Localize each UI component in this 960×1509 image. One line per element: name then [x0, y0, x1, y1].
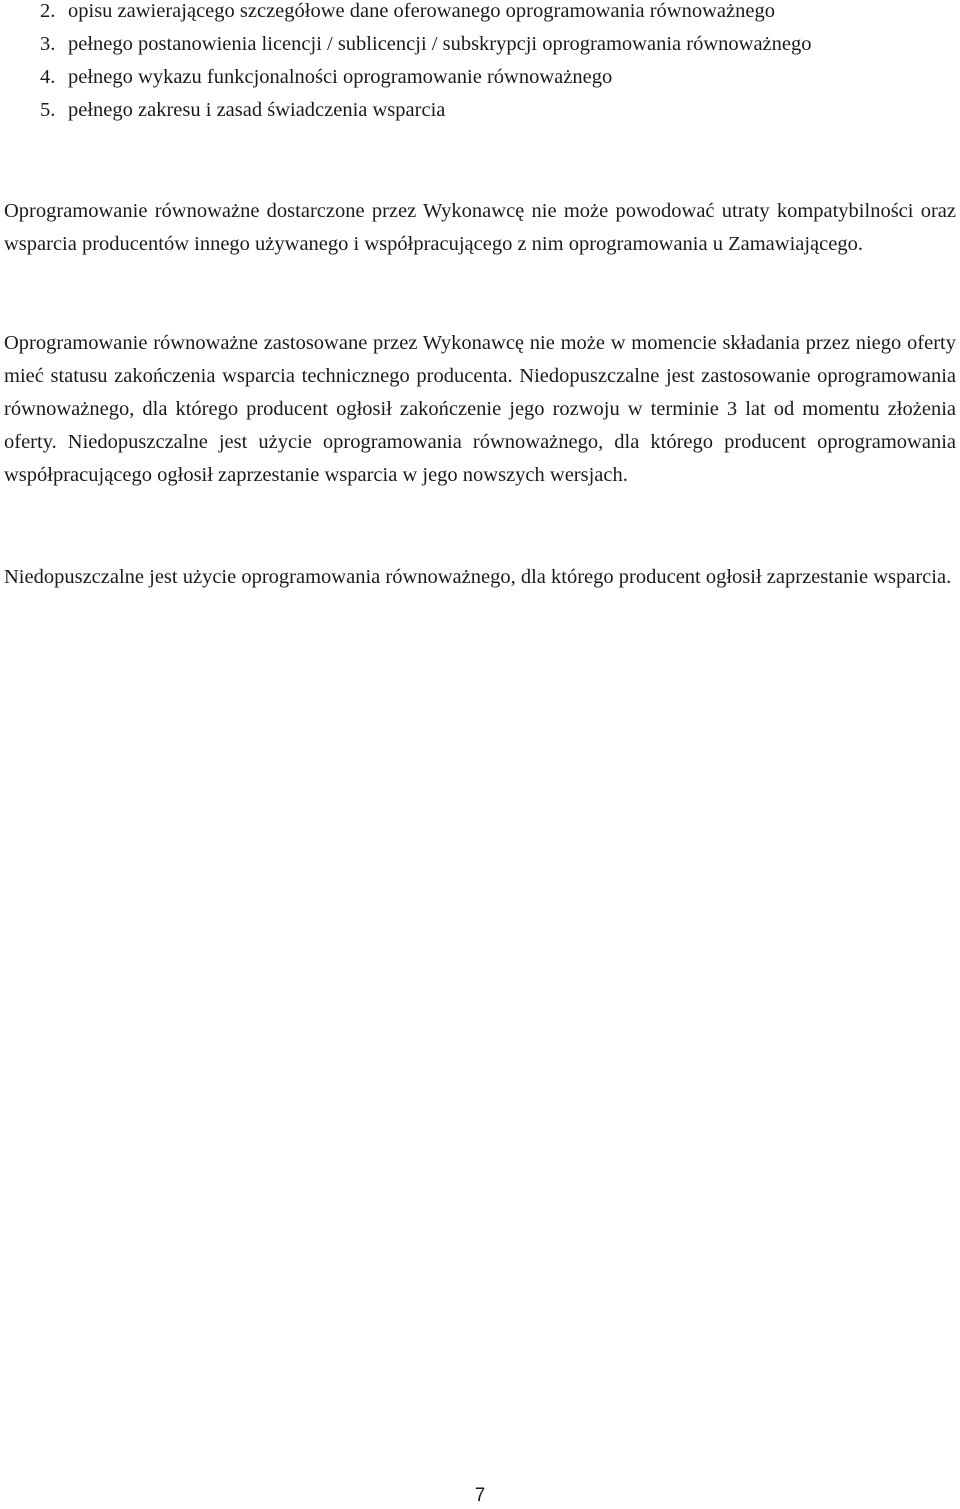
- paragraph-support-status: Oprogramowanie równoważne zastosowane przez Wykonawcę nie może w momencie składania przez niego oferty mieć statusu zakończenia wsparcia technicznego producenta. Niedopuszczalne jest zastosowanie oprogramowania równoważnego, dla którego producent ogłosił zakończenie jego rozwoju w terminie 3 lat od momentu złożenia oferty. Niedopuszczalne jest użycie oprogramowania równoważnego, dla którego producent oprogramowania współpracującego ogłosił zaprzestanie wsparcia w jego nowszych wersjach.: [4, 332, 956, 486]
- page-number: 7: [474, 1485, 486, 1506]
- requirements-list: [0, 0, 960, 127]
- list-item-text: pełnego zakresu i zasad świadczenia wsparcia: [68, 99, 446, 121]
- list-item: [0, 28, 960, 61]
- list-item-number: 5.: [40, 99, 56, 121]
- list-item-number: 3.: [40, 33, 56, 55]
- list-item-number: 2.: [40, 0, 56, 22]
- list-item: [0, 0, 960, 28]
- list-item-number: 4.: [40, 66, 56, 88]
- list-item-text: opisu zawierającego szczegółowe dane oferowanego oprogramowania równoważnego: [68, 0, 775, 22]
- list-item: [0, 61, 960, 94]
- paragraph-compatibility: Oprogramowanie równoważne dostarczone przez Wykonawcę nie może powodować utraty kompatybilności oraz wsparcia producentów innego używanego i współpracującego z nim oprogramowania u Zamawiającego.: [4, 200, 956, 255]
- paragraph-end-of-support: Niedopuszczalne jest użycie oprogramowania równoważnego, dla którego producent ogłosił zaprzestanie wsparcia.: [4, 566, 952, 588]
- list-item-text: pełnego postanowienia licencji / sublicencji / subskrypcji oprogramowania równoważnego: [68, 33, 812, 55]
- list-item-text: pełnego wykazu funkcjonalności oprogramowanie równoważnego: [68, 66, 613, 88]
- list-item: [0, 94, 960, 127]
